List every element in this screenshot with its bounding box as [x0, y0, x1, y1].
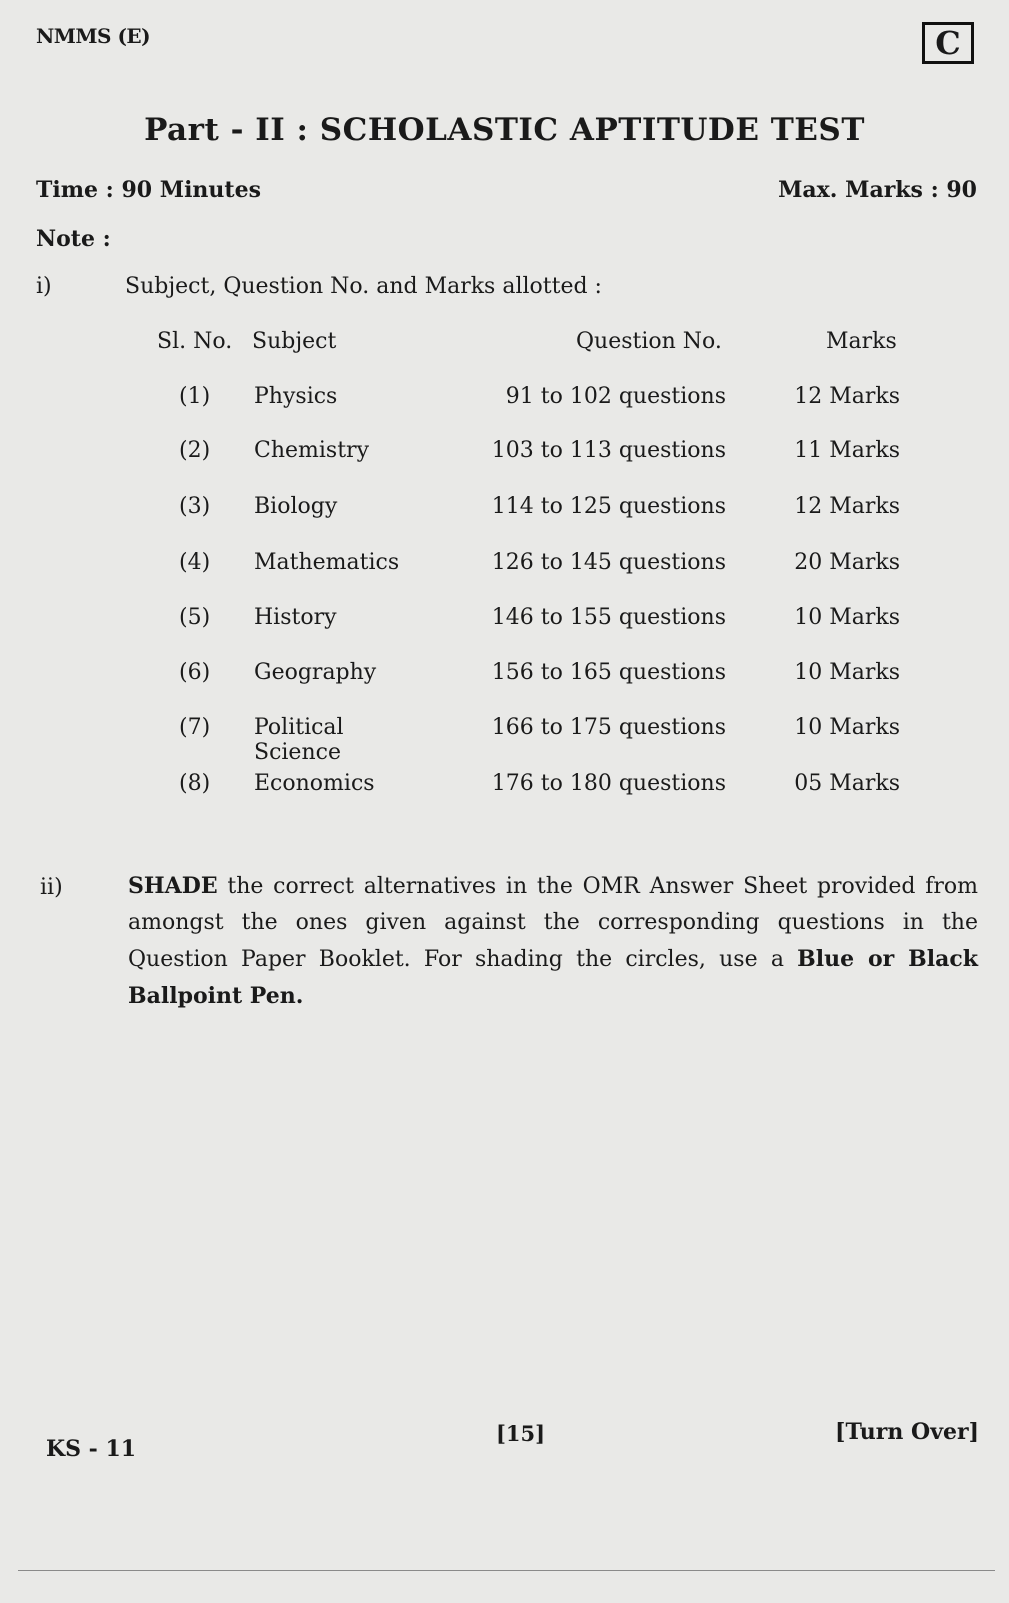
row-questions: 126 to 145 questions	[491, 550, 726, 575]
row-subject: Economics	[254, 771, 375, 796]
row-marks: 10 Marks	[794, 715, 900, 740]
shade-emphasis: SHADE	[128, 873, 218, 899]
row-number: (1)	[179, 384, 211, 409]
row-questions: 166 to 175 questions	[491, 715, 726, 740]
instruction-text: the correct alternatives in the OMR Answer Sheet provided from amongst the ones given against the corresponding questions in the Question Paper Booklet. For shading the circles, use a	[128, 874, 978, 972]
item-ii-text	[128, 868, 978, 1015]
note-heading: Note :	[36, 226, 111, 252]
header-subject: Subject	[252, 329, 337, 354]
row-marks: 10 Marks	[794, 660, 900, 685]
row-number: (6)	[179, 660, 211, 685]
row-number: (4)	[179, 550, 211, 575]
row-questions: 146 to 155 questions	[491, 605, 726, 630]
row-subject: Geography	[254, 660, 377, 685]
header-sl-no: Sl. No.	[157, 329, 233, 354]
header-question-no: Question No.	[576, 329, 722, 354]
row-number: (5)	[179, 605, 211, 630]
item-i-number: i)	[36, 274, 52, 299]
version-box: C	[922, 22, 974, 64]
row-subject: History	[254, 605, 337, 630]
row-number: (2)	[179, 438, 211, 463]
row-marks: 12 Marks	[794, 494, 900, 519]
row-questions: 103 to 113 questions	[491, 438, 726, 463]
row-subject: Physics	[254, 384, 338, 409]
turn-over-label: [Turn Over]	[835, 1419, 979, 1445]
page-title: Part - II : SCHOLASTIC APTITUDE TEST	[144, 112, 865, 148]
header-marks: Marks	[826, 329, 897, 354]
row-subject: Political Science	[254, 715, 344, 765]
row-marks: 05 Marks	[794, 771, 900, 796]
exam-code: NMMS (E)	[36, 24, 151, 48]
time-label: Time : 90 Minutes	[36, 177, 261, 203]
row-subject: Biology	[254, 494, 338, 519]
row-marks: 20 Marks	[794, 550, 900, 575]
row-subject: Chemistry	[254, 438, 369, 463]
max-marks-label: Max. Marks : 90	[778, 177, 977, 203]
pen-emphasis: Blue or Black Ballpoint Pen.	[128, 946, 979, 1009]
row-subject: Mathematics	[254, 550, 400, 575]
row-marks: 10 Marks	[794, 605, 900, 630]
page-number: [15]	[496, 1421, 546, 1446]
row-number: (8)	[179, 771, 211, 796]
item-ii-number: ii)	[40, 875, 63, 900]
row-number: (7)	[179, 715, 211, 740]
row-number: (3)	[179, 494, 211, 519]
row-marks: 11 Marks	[794, 438, 900, 463]
item-i-text: Subject, Question No. and Marks allotted :	[125, 274, 602, 299]
row-questions: 114 to 125 questions	[491, 494, 726, 519]
bottom-divider	[18, 1570, 995, 1571]
row-marks: 12 Marks	[794, 384, 900, 409]
row-questions: 156 to 165 questions	[491, 660, 726, 685]
row-questions: 176 to 180 questions	[491, 771, 726, 796]
row-questions: 91 to 102 questions	[505, 384, 726, 409]
footer-code: KS - 11	[46, 1436, 137, 1462]
